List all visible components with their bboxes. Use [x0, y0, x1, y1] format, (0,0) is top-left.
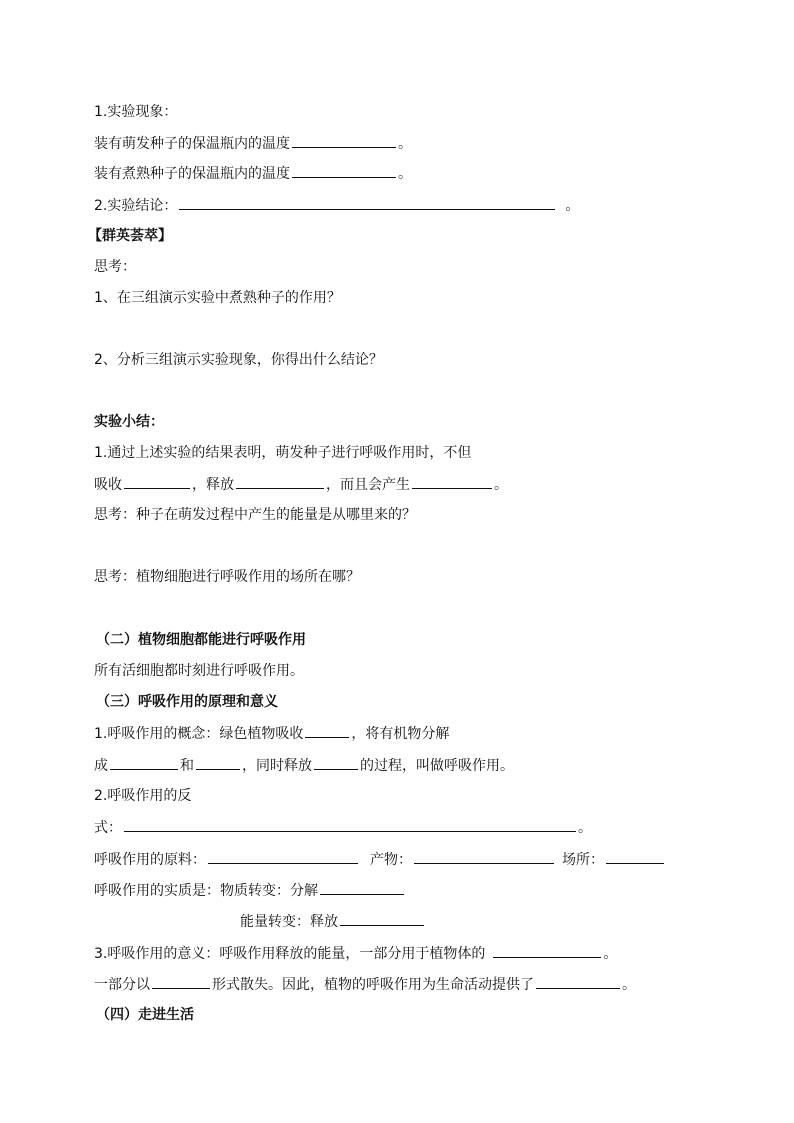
concept-f: 的过程，叫做呼吸作用。	[360, 758, 514, 774]
material-product-place-line	[94, 849, 666, 870]
blank-concept-product-2[interactable]	[196, 755, 240, 770]
material-label: 呼吸作用的原料：	[94, 852, 206, 868]
essence-text: 呼吸作用的实质是：物质转变：分解	[94, 883, 318, 899]
formula-b: 式：	[94, 820, 122, 836]
blank-material[interactable]	[208, 849, 358, 864]
observation-line-2	[94, 163, 412, 184]
summary-title: 实验小结：	[94, 414, 164, 430]
think-label: 思考：	[94, 259, 136, 275]
conclusion-label: 2.实验结论：	[94, 198, 178, 214]
question-1: 1、在三组演示实验中煮熟种子的作用？	[94, 290, 341, 306]
concept-b: ，将有机物分解	[351, 726, 450, 742]
meaning-line-1	[94, 943, 617, 964]
concept-d: 和	[180, 758, 194, 774]
blank-produce[interactable]	[412, 474, 492, 489]
period: 。	[398, 166, 412, 182]
blank-formula[interactable]	[124, 817, 576, 832]
summary-think-2: 思考：植物细胞进行呼吸作用的场所在哪？	[94, 569, 360, 585]
summary-line-1: 1.通过上述实验的结果表明，萌发种子进行呼吸作用时，不但	[94, 445, 472, 461]
blank-energy-release[interactable]	[340, 911, 424, 926]
blank-boiled-temp[interactable]	[292, 163, 396, 178]
question-2: 2、分析三组演示实验现象，你得出什么结论？	[94, 352, 383, 368]
period: 。	[622, 977, 636, 993]
concept-c: 成	[94, 758, 108, 774]
blank-concept-absorb[interactable]	[305, 723, 349, 738]
meaning-line-2	[94, 974, 636, 995]
section-3-title: （三）呼吸作用的原理和意义	[96, 694, 278, 710]
blank-meaning-use[interactable]	[493, 943, 601, 958]
place-label: 场所：	[562, 852, 604, 868]
formula-line-1: 2.呼吸作用的反	[94, 788, 192, 804]
concept-a: 1.呼吸作用的概念：绿色植物吸收	[94, 726, 304, 742]
blank-absorb[interactable]	[124, 474, 190, 489]
blank-release[interactable]	[236, 474, 324, 489]
summary-line-2	[94, 474, 508, 495]
section-4-title: （四）走进生活	[96, 1007, 194, 1023]
blank-concept-product-1[interactable]	[110, 755, 178, 770]
energy-text: 能量转变：释放	[240, 914, 338, 930]
period: 。	[398, 136, 412, 152]
absorb-text: 吸收	[94, 477, 122, 493]
blank-concept-energy[interactable]	[314, 755, 358, 770]
period: 。	[494, 477, 508, 493]
period: 。	[603, 946, 618, 962]
observation-line-2-text: 装有煮熟种子的保温瓶内的温度	[94, 166, 290, 182]
concept-line-2	[94, 755, 514, 776]
blank-conclusion[interactable]	[179, 195, 555, 210]
concept-line-1	[94, 723, 449, 744]
release-text: ，释放	[192, 477, 234, 493]
meaning-c: 形式散失。因此，植物的呼吸作用为生命活动提供了	[212, 977, 534, 993]
section-2-title: （二）植物细胞都能进行呼吸作用	[96, 632, 306, 648]
meaning-a: 3.呼吸作用的意义：呼吸作用释放的能量，一部分用于植物体的	[94, 946, 486, 962]
blank-place[interactable]	[606, 849, 664, 864]
product-label: 产物：	[370, 852, 412, 868]
formula-line-2	[94, 817, 592, 838]
blank-product[interactable]	[414, 849, 554, 864]
observation-heading: 1.实验现象：	[94, 104, 178, 120]
conclusion-line	[94, 195, 579, 216]
blank-essence-decompose[interactable]	[320, 880, 404, 895]
essence-line	[94, 880, 406, 901]
concept-e: ，同时释放	[242, 758, 312, 774]
blank-meaning-form[interactable]	[152, 974, 210, 989]
summary-think-1: 思考：种子在萌发过程中产生的能量是从哪里来的？	[94, 507, 416, 523]
blank-germinating-temp[interactable]	[292, 133, 396, 148]
meaning-b: 一部分以	[94, 977, 150, 993]
energy-line	[240, 911, 426, 932]
period: 。	[565, 198, 580, 214]
observation-line-1-text: 装有萌发种子的保温瓶内的温度	[94, 136, 290, 152]
produce-text: ，而且会产生	[326, 477, 410, 493]
period: 。	[578, 820, 592, 836]
section-2-text: 所有活细胞都时刻进行呼吸作用。	[94, 663, 304, 679]
observation-line-1	[94, 133, 412, 154]
qunying-title: 【群英荟萃】	[88, 228, 172, 244]
blank-meaning-provide[interactable]	[536, 974, 620, 989]
